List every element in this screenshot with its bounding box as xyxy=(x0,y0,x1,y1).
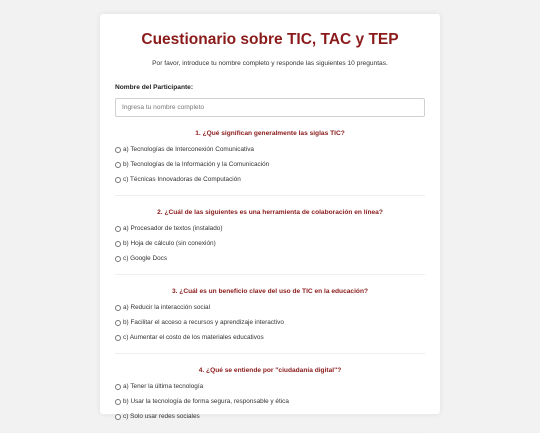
radio-button[interactable] xyxy=(115,256,121,262)
instructions-text: Por favor, introduce tu nombre completo y responde las siguientes 10 preguntas. xyxy=(152,60,388,67)
question-4-option-a[interactable] xyxy=(115,379,425,394)
radio-button[interactable] xyxy=(115,226,121,232)
question-1-option-c[interactable] xyxy=(115,172,425,187)
radio-button[interactable] xyxy=(115,320,121,326)
radio-button[interactable] xyxy=(115,241,121,247)
option-label: a) Tener la última tecnología xyxy=(123,383,204,390)
option-label: c) Aumentar el costo de los materiales educativos xyxy=(123,334,264,341)
question-3-option-c[interactable] xyxy=(115,330,425,345)
page-title: Cuestionario sobre TIC, TAC y TEP xyxy=(141,31,399,48)
question-2-option-b[interactable] xyxy=(115,236,425,251)
option-label: b) Facilitar el acceso a recursos y aprendizaje interactivo xyxy=(123,319,284,326)
question-2 xyxy=(115,208,425,275)
option-label: a) Procesador de textos (instalado) xyxy=(123,225,223,232)
option-label: c) Técnicas Innovadoras de Computación xyxy=(123,176,241,183)
question-3-option-a[interactable] xyxy=(115,300,425,315)
participant-name-input[interactable] xyxy=(115,98,425,117)
question-title: 3. ¿Cuál es un beneficio clave del uso de TIC en la educación? xyxy=(171,288,369,295)
radio-button[interactable] xyxy=(115,147,121,153)
question-title: 4. ¿Qué se entiende por "ciudadanía digital"? xyxy=(198,367,342,374)
radio-button[interactable] xyxy=(115,399,121,405)
question-title: 1. ¿Qué significan generalmente las siglas TIC? xyxy=(195,130,345,137)
radio-button[interactable] xyxy=(115,162,121,168)
radio-button[interactable] xyxy=(115,305,121,311)
question-2-option-a[interactable] xyxy=(115,221,425,236)
option-label: b) Tecnologías de la Información y la Comunicación xyxy=(123,161,270,168)
question-4-option-c[interactable] xyxy=(115,409,425,424)
question-3 xyxy=(115,287,425,354)
question-2-option-c[interactable] xyxy=(115,251,425,266)
option-label: b) Usar la tecnología de forma segura, responsable y ética xyxy=(123,398,289,405)
question-4-option-b[interactable] xyxy=(115,394,425,409)
quiz-card xyxy=(100,14,440,420)
participant-name-label: Nombre del Participante: xyxy=(115,84,194,91)
radio-button[interactable] xyxy=(115,414,121,420)
radio-button[interactable] xyxy=(115,335,121,341)
option-label: c) Solo usar redes sociales xyxy=(123,413,200,420)
question-4 xyxy=(115,366,425,433)
radio-button[interactable] xyxy=(115,384,121,390)
question-1 xyxy=(115,129,425,196)
option-label: a) Reducir la interacción social xyxy=(123,304,211,311)
radio-button[interactable] xyxy=(115,177,121,183)
question-title: 2. ¿Cuál de las siguientes es una herramienta de colaboración en línea? xyxy=(157,209,383,216)
question-1-option-a[interactable] xyxy=(115,142,425,157)
option-label: c) Google Docs xyxy=(123,255,168,262)
question-3-option-b[interactable] xyxy=(115,315,425,330)
option-label: b) Hoja de cálculo (sin conexión) xyxy=(123,240,216,247)
option-label: a) Tecnologías de Interconexión Comunicativa xyxy=(123,146,254,153)
question-1-option-b[interactable] xyxy=(115,157,425,172)
